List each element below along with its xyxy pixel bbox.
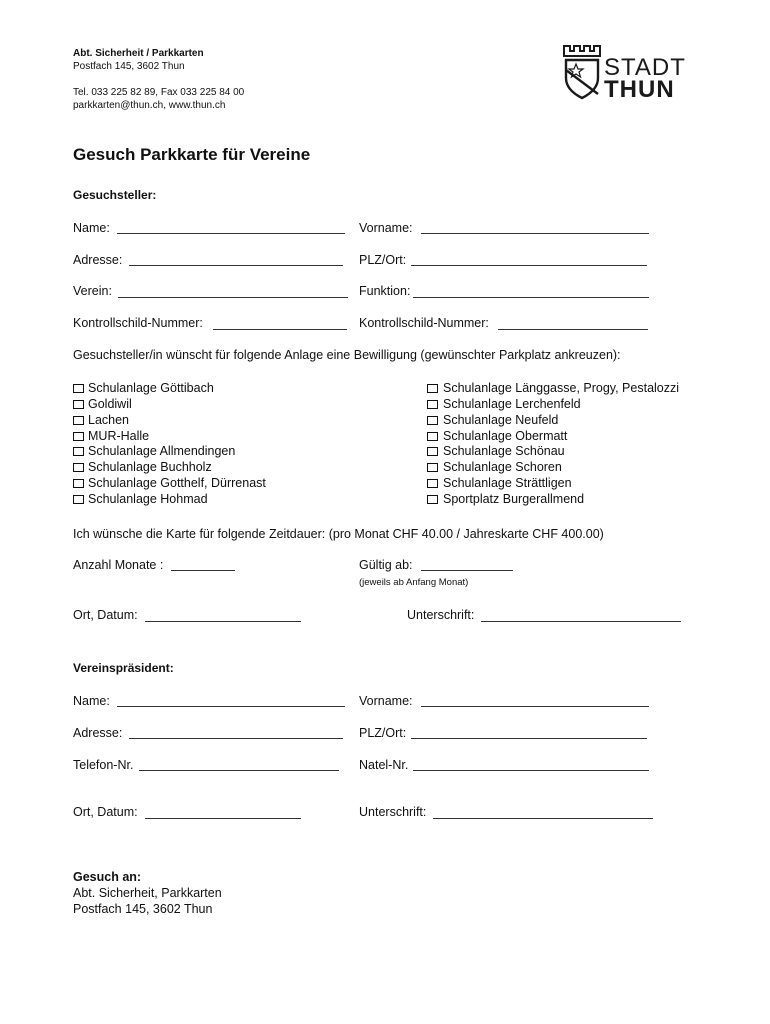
applicant-vorname-field[interactable] [421, 233, 649, 234]
checkbox[interactable] [73, 384, 84, 393]
unterschrift-label: Unterschrift: [407, 608, 475, 622]
applicant-verein-label: Verein: [73, 284, 112, 298]
gueltig-ab-field[interactable] [421, 570, 513, 571]
facility-label: MUR-Halle [88, 429, 150, 443]
checkbox[interactable] [427, 384, 438, 393]
president-vorname-label: Vorname: [359, 694, 413, 708]
facility-label: Schulanlage Buchholz [88, 460, 212, 474]
applicant-kontroll1-field[interactable] [213, 329, 347, 330]
header-postfach: Postfach 145, 3602 Thun [73, 61, 185, 72]
send-to-line1: Abt. Sicherheit, Parkkarten [73, 886, 222, 900]
president-telefon-label: Telefon-Nr. [73, 758, 134, 772]
checkbox[interactable] [73, 432, 84, 441]
applicant-adresse-field[interactable] [129, 265, 343, 266]
president-plz-label: PLZ/Ort: [359, 726, 407, 740]
facility-label: Schulanlage Lerchenfeld [443, 397, 581, 411]
applicant-name-field[interactable] [117, 233, 345, 234]
facility-label: Schulanlage Strättligen [443, 476, 572, 490]
president-natel-field[interactable] [413, 770, 649, 771]
header-dept: Abt. Sicherheit / Parkkarten [73, 48, 204, 59]
checkbox[interactable] [427, 479, 438, 488]
ort-datum-label: Ort, Datum: [73, 608, 138, 622]
send-to-line2: Postfach 145, 3602 Thun [73, 902, 213, 916]
applicant-funktion-field[interactable] [413, 297, 649, 298]
applicant-verein-field[interactable] [118, 297, 348, 298]
checkbox[interactable] [73, 400, 84, 409]
applicant-adresse-label: Adresse: [73, 253, 123, 267]
facility-label: Schulanlage Schönau [443, 444, 565, 458]
president-telefon-field[interactable] [139, 770, 339, 771]
ort-datum-field[interactable] [145, 621, 301, 622]
applicant-plz-label: PLZ/Ort: [359, 253, 407, 267]
anzahl-monate-field[interactable] [171, 570, 235, 571]
facility-label: Schulanlage Hohmad [88, 492, 208, 506]
checkbox[interactable] [73, 463, 84, 472]
president-vorname-field[interactable] [421, 706, 649, 707]
checkbox[interactable] [73, 495, 84, 504]
checkbox[interactable] [73, 447, 84, 456]
applicant-plz-field[interactable] [411, 265, 647, 266]
president-heading: Vereinspräsident: [73, 661, 174, 675]
facility-label: Schulanlage Allmendingen [88, 444, 236, 458]
applicant-vorname-label: Vorname: [359, 221, 413, 235]
unterschrift-field[interactable] [481, 621, 681, 622]
page-title: Gesuch Parkkarte für Vereine [73, 145, 311, 164]
president-plz-field[interactable] [411, 738, 647, 739]
checkbox[interactable] [427, 400, 438, 409]
facility-label: Schulanlage Schoren [443, 460, 562, 474]
gueltig-note: (jeweils ab Anfang Monat) [359, 577, 469, 588]
applicant-kontroll2-label: Kontrollschild-Nummer: [359, 316, 489, 330]
facility-label: Schulanlage Neufeld [443, 413, 559, 427]
checkbox[interactable] [73, 416, 84, 425]
header-tel: Tel. 033 225 82 89, Fax 033 225 84 00 [73, 87, 245, 98]
president-unterschrift-field[interactable] [433, 818, 653, 819]
applicant-heading: Gesuchsteller: [73, 188, 157, 202]
anzahl-monate-label: Anzahl Monate : [73, 558, 164, 572]
facility-label: Schulanlage Obermatt [443, 429, 568, 443]
president-ort-datum-label: Ort, Datum: [73, 805, 138, 819]
president-adresse-field[interactable] [129, 738, 343, 739]
applicant-kontroll1-label: Kontrollschild-Nummer: [73, 316, 203, 330]
checkbox[interactable] [427, 432, 438, 441]
facility-label: Goldiwil [88, 397, 132, 411]
gueltig-ab-label: Gültig ab: [359, 558, 413, 572]
applicant-name-label: Name: [73, 221, 110, 235]
checkbox[interactable] [427, 495, 438, 504]
president-ort-datum-field[interactable] [145, 818, 301, 819]
thun-coat-of-arms-icon [562, 44, 602, 100]
president-name-field[interactable] [117, 706, 345, 707]
facility-label: Schulanlage Gotthelf, Dürrenast [88, 476, 266, 490]
checkbox[interactable] [73, 479, 84, 488]
facility-label: Sportplatz Burgerallmend [443, 492, 585, 506]
president-adresse-label: Adresse: [73, 726, 123, 740]
send-to-heading: Gesuch an: [73, 870, 142, 884]
facility-label: Lachen [88, 413, 130, 427]
facility-label: Schulanlage Göttibach [88, 381, 214, 395]
logo-stadt: STADT [604, 54, 686, 81]
header-email: parkkarten@thun.ch, www.thun.ch [73, 100, 226, 111]
checkbox[interactable] [427, 447, 438, 456]
checkbox[interactable] [427, 463, 438, 472]
facility-label: Schulanlage Länggasse, Progy, Pestalozzi [443, 381, 680, 395]
president-name-label: Name: [73, 694, 110, 708]
applicant-kontroll2-field[interactable] [498, 329, 648, 330]
president-unterschrift-label: Unterschrift: [359, 805, 427, 819]
checkbox[interactable] [427, 416, 438, 425]
president-natel-label: Natel-Nr. [359, 758, 409, 772]
applicant-funktion-label: Funktion: [359, 284, 411, 298]
request-text: Gesuchsteller/in wünscht für folgende Anlage eine Bewilligung (gewünschter Parkplatz ankreuzen): [73, 348, 621, 362]
duration-text: Ich wünsche die Karte für folgende Zeitdauer: (pro Monat CHF 40.00 / Jahreskarte CHF 400.00) [73, 527, 604, 541]
logo-thun: THUN [604, 76, 675, 103]
